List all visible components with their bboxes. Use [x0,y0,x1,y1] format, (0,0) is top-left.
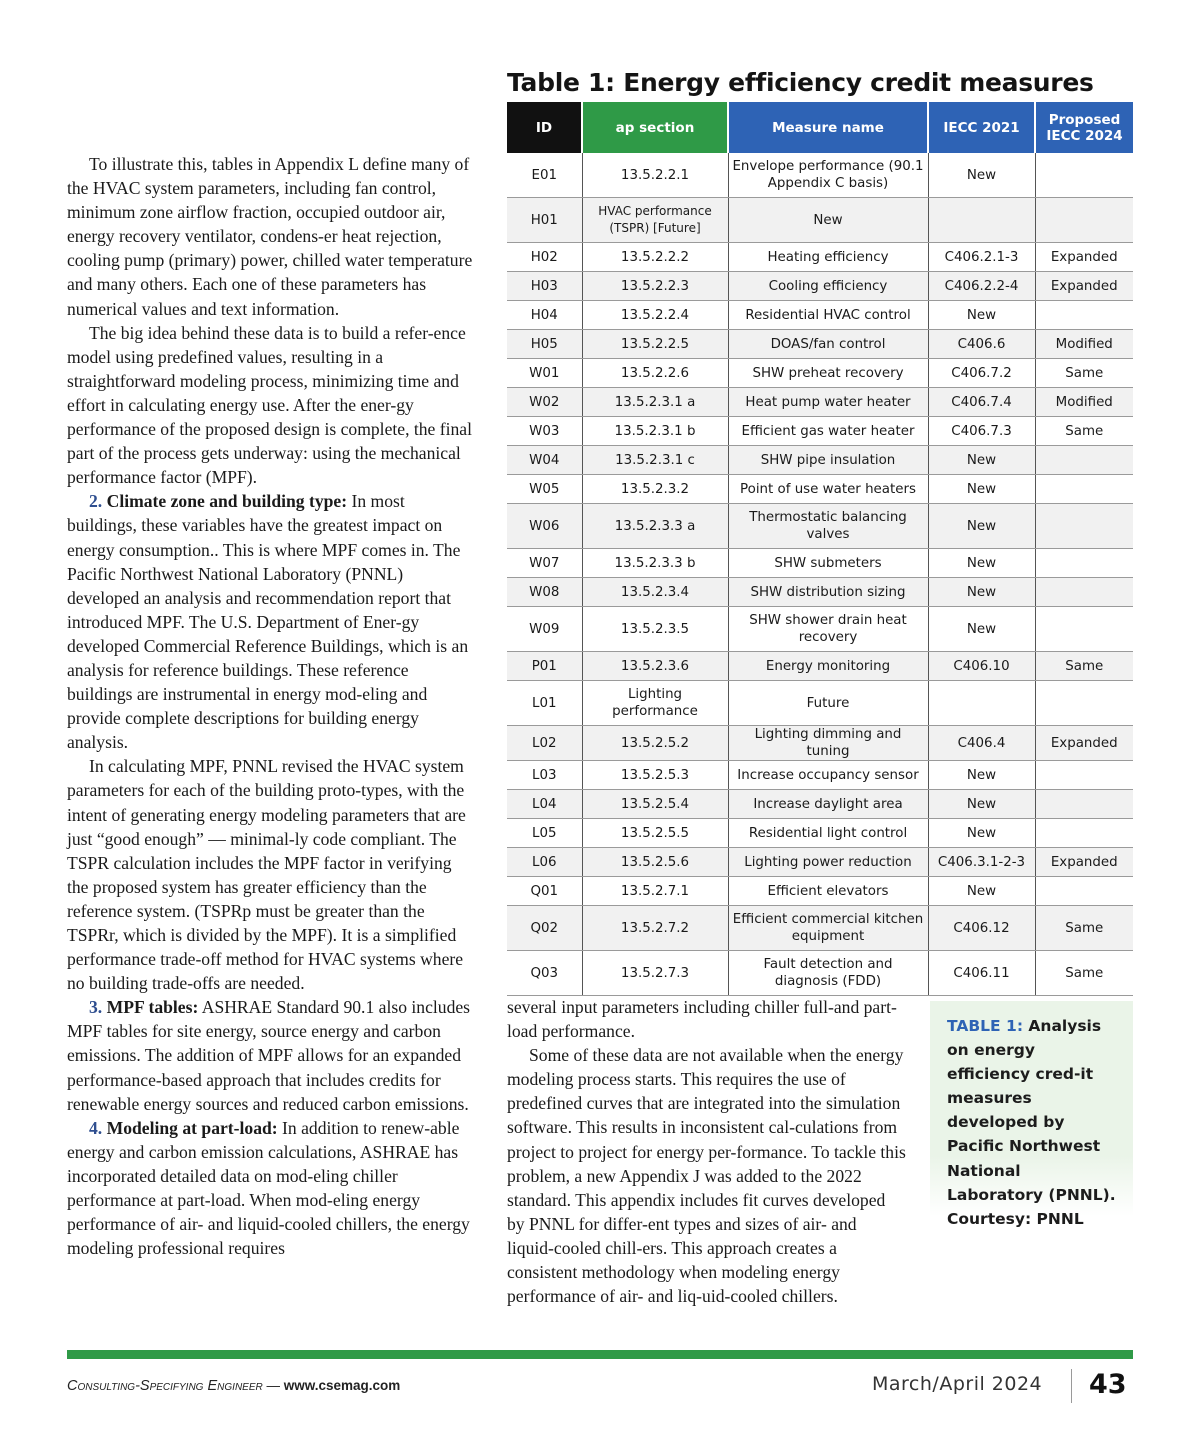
cell-ap-section: 13.5.2.7.1 [582,877,728,906]
cell-iecc-2021: C406.3.1-2-3 [928,848,1035,877]
paragraph: In calculating MPF, PNNL revised the HVAC system parameters for each of the building proto-types, with the intent of generating energy modeling parameters that are just “good enough” — minimal-ly code compliant. The TSPR calculation includes the MPF factor in verifying the proposed system has greater efficiency than the reference system. (TSPRp must be greater than the TSPRr, which is divided by the MPF). It is a simplified performance trade-off method for HVAC systems where no building trade-offs are needed. [67,756,466,994]
footer-rule [67,1350,1133,1359]
cell-id: L04 [507,790,582,819]
cell-measure-name: Point of use water heaters [728,475,928,504]
table-row [507,819,1133,848]
middle-text-column [507,995,907,1308]
cell-iecc-2021: New [928,475,1035,504]
cell-measure-name: SHW submeters [728,549,928,578]
cell-measure-name: Efficient elevators [728,877,928,906]
cell-iecc-2021: C406.12 [928,906,1035,951]
cell-ap-section: 13.5.2.5.4 [582,790,728,819]
table-caption [930,1001,1133,1228]
cell-ap-section: 13.5.2.3.2 [582,475,728,504]
cell-id: W07 [507,549,582,578]
cell-id: H02 [507,243,582,272]
table-row [507,243,1133,272]
cell-iecc-2021: C406.2.1-3 [928,243,1035,272]
cell-proposed-iecc-2024: Same [1035,359,1133,388]
table-row [507,681,1133,726]
cell-measure-name: New [728,198,928,243]
cell-id: H05 [507,330,582,359]
cell-proposed-iecc-2024 [1035,504,1133,549]
column-header-iecc-2021: IECC 2021 [928,102,1035,153]
cell-proposed-iecc-2024 [1035,819,1133,848]
table-row [507,153,1133,198]
cell-iecc-2021: C406.2.2-4 [928,272,1035,301]
table-row [507,848,1133,877]
cell-ap-section: 13.5.2.2.6 [582,359,728,388]
cell-measure-name: SHW pipe insulation [728,446,928,475]
cell-iecc-2021: C406.7.2 [928,359,1035,388]
cell-iecc-2021: New [928,301,1035,330]
cell-proposed-iecc-2024: Modified [1035,330,1133,359]
cell-iecc-2021: New [928,446,1035,475]
cell-id: Q03 [507,951,582,996]
cell-measure-name: Cooling efficiency [728,272,928,301]
footer-separator: — [262,1378,284,1393]
cell-iecc-2021 [928,681,1035,726]
table-row [507,790,1133,819]
cell-measure-name: Lighting power reduction [728,848,928,877]
left-text-column [67,152,477,1260]
cell-id: H03 [507,272,582,301]
column-header-proposed-iecc-2024: Proposed IECC 2024 [1035,102,1133,153]
paragraph: Some of these data are not available when the energy modeling process starts. This requires the use of predefined curves that are integrated into the simulation software. This results in inconsistent cal-culations from project to project for energy per-formance. To tackle this problem, a new Appendix J was added to the 2022 standard. This appendix includes fit curves developed by PNNL for differ-ent types and sizes of air- and liquid-cooled chill-ers. This approach creates a consistent methodology when modeling energy performance of air- and liq-uid-cooled chillers. [507,1045,906,1307]
cell-id: W08 [507,578,582,607]
cell-proposed-iecc-2024 [1035,301,1133,330]
cell-proposed-iecc-2024 [1035,549,1133,578]
cell-iecc-2021: C406.10 [928,652,1035,681]
table-row [507,761,1133,790]
cell-proposed-iecc-2024 [1035,198,1133,243]
measures-table [507,102,1133,996]
cell-ap-section: HVAC performance (TSPR) [Future] [582,198,728,243]
item-number: 3. [89,997,103,1018]
cell-measure-name: Envelope performance (90.1 Appendix C basis) [728,153,928,198]
cell-measure-name: Efficient gas water heater [728,417,928,446]
cell-iecc-2021: C406.7.3 [928,417,1035,446]
cell-iecc-2021: New [928,549,1035,578]
cell-ap-section: 13.5.2.2.3 [582,272,728,301]
table-row [507,578,1133,607]
paragraph [67,489,477,754]
publication-url[interactable]: www.csemag.com [283,1378,401,1393]
page-number: 43 [1089,1369,1127,1400]
cell-proposed-iecc-2024 [1035,153,1133,198]
cell-proposed-iecc-2024 [1035,446,1133,475]
cell-ap-section: 13.5.2.2.2 [582,243,728,272]
table-row [507,726,1133,761]
paragraph [67,1116,477,1261]
item-number: 2. [89,491,103,512]
footer-publication [67,1378,400,1394]
cell-iecc-2021: C406.11 [928,951,1035,996]
table-row [507,877,1133,906]
paragraph: several input parameters including chiller full-and part-load performance. [507,997,897,1042]
cell-ap-section: 13.5.2.3.3 a [582,504,728,549]
cell-iecc-2021: C406.7.4 [928,388,1035,417]
cell-proposed-iecc-2024 [1035,475,1133,504]
table-row [507,951,1133,996]
cell-ap-section: 13.5.2.3.1 c [582,446,728,475]
table-title: Table 1: Energy efficiency credit measures [507,68,1094,97]
cell-iecc-2021: New [928,819,1035,848]
cell-measure-name: Energy monitoring [728,652,928,681]
cell-iecc-2021: New [928,607,1035,652]
paragraph: To illustrate this, tables in Appendix L define many of the HVAC system parameters, including fan control, minimum zone airflow fraction, occupied outdoor air, energy recovery ventilator, condens-er heat rejection, cooling pump (primary) power, chilled water temperature and many others. Each one of these parameters has numerical values and text information. [67,154,473,319]
cell-proposed-iecc-2024: Same [1035,652,1133,681]
cell-id: H04 [507,301,582,330]
table-row [507,652,1133,681]
cell-id: E01 [507,153,582,198]
cell-ap-section: Lighting performance [582,681,728,726]
column-header-measure-name: Measure name [728,102,928,153]
run-in-heading: Climate zone and building type: [106,491,348,512]
caption-text: Analysis on energy efficiency cred-it measures developed by Pacific Northwest National Laboratory (PNNL). Courtesy: PNNL [947,1017,1116,1228]
cell-ap-section: 13.5.2.3.6 [582,652,728,681]
paragraph [67,995,477,1115]
cell-measure-name: SHW preheat recovery [728,359,928,388]
cell-ap-section: 13.5.2.7.2 [582,906,728,951]
cell-measure-name: Future [728,681,928,726]
table-row [507,446,1133,475]
cell-measure-name: Fault detection and diagnosis (FDD) [728,951,928,996]
table-row [507,330,1133,359]
table-row [507,504,1133,549]
cell-id: L05 [507,819,582,848]
item-number: 4. [89,1117,103,1138]
cell-ap-section: 13.5.2.3.3 b [582,549,728,578]
cell-proposed-iecc-2024: Modified [1035,388,1133,417]
cell-id: Q01 [507,877,582,906]
cell-proposed-iecc-2024: Expanded [1035,243,1133,272]
table-header-row [507,102,1133,153]
table-body [507,153,1133,996]
table-row [507,301,1133,330]
cell-ap-section: 13.5.2.3.1 a [582,388,728,417]
paragraph-text: ASHRAE Standard 90.1 also includes MPF tables for site energy, source energy and carbon emissions. The addition of MPF allows for an expanded performance-based approach that includes credits for renewable energy sources and reduced carbon emissions. [67,997,471,1114]
cell-ap-section: 13.5.2.3.5 [582,607,728,652]
cell-ap-section: 13.5.2.5.3 [582,761,728,790]
cell-iecc-2021: New [928,790,1035,819]
cell-proposed-iecc-2024: Same [1035,951,1133,996]
cell-measure-name: Increase occupancy sensor [728,761,928,790]
cell-ap-section: 13.5.2.5.5 [582,819,728,848]
cell-ap-section: 13.5.2.3.1 b [582,417,728,446]
paragraph-text: In most buildings, these variables have the greatest impact on energy consumption.. This is where MPF comes in. The Pacific Northwest National Laboratory (PNNL) developed an analysis and recommendation report that introduced MPF. The U.S. Department of Ener-gy developed Commercial Reference Buildings, which is an analysis for reference buildings. These reference buildings are instrumental in energy mod-eling and provide complete descriptions for building energy analysis. [67,491,469,753]
cell-measure-name: Heat pump water heater [728,388,928,417]
paragraph: The big idea behind these data is to build a refer-ence model using predefined values, resulting in a straightforward modeling process, minimizing time and effort in calculating energy use. After the ener-gy performance of the proposed design is complete, the final part of the process gets underway: using the mechanical performance factor (MPF). [67,322,473,488]
cell-proposed-iecc-2024: Expanded [1035,272,1133,301]
cell-ap-section: 13.5.2.7.3 [582,951,728,996]
column-header-ap-section: ap section [582,102,728,153]
cell-id: W09 [507,607,582,652]
cell-proposed-iecc-2024 [1035,607,1133,652]
cell-proposed-iecc-2024 [1035,578,1133,607]
cell-ap-section: 13.5.2.2.1 [582,153,728,198]
paragraph-text: In addition to renew-able energy and carbon emission calculations, ASHRAE has incorporated detailed data on mod-eling chiller performance at part-load. When mod-eling energy performance of air- and liquid-cooled chillers, the energy modeling professional requires [67,1117,470,1259]
cell-proposed-iecc-2024 [1035,790,1133,819]
caption-label: TABLE 1: [947,1017,1024,1035]
cell-iecc-2021: New [928,578,1035,607]
cell-id: W06 [507,504,582,549]
run-in-heading: Modeling at part-load: [106,1117,278,1138]
table-row [507,906,1133,951]
cell-iecc-2021: C406.6 [928,330,1035,359]
cell-iecc-2021: New [928,761,1035,790]
cell-measure-name: Thermostatic balancing valves [728,504,928,549]
table-row [507,475,1133,504]
cell-proposed-iecc-2024: Expanded [1035,848,1133,877]
cell-iecc-2021: New [928,153,1035,198]
table-row [507,359,1133,388]
cell-proposed-iecc-2024: Same [1035,417,1133,446]
cell-id: Q02 [507,906,582,951]
cell-id: L02 [507,726,582,761]
run-in-heading: MPF tables: [106,997,199,1018]
cell-id: L01 [507,681,582,726]
cell-id: L03 [507,761,582,790]
table-row [507,272,1133,301]
cell-id: W01 [507,359,582,388]
cell-id: L06 [507,848,582,877]
table-row [507,417,1133,446]
cell-iecc-2021: New [928,877,1035,906]
cell-id: H01 [507,198,582,243]
cell-iecc-2021: New [928,504,1035,549]
footer-divider [1071,1369,1072,1403]
cell-measure-name: SHW distribution sizing [728,578,928,607]
cell-id: W05 [507,475,582,504]
cell-measure-name: Heating efficiency [728,243,928,272]
cell-proposed-iecc-2024 [1035,681,1133,726]
cell-iecc-2021: C406.4 [928,726,1035,761]
cell-proposed-iecc-2024 [1035,761,1133,790]
cell-measure-name: Residential HVAC control [728,301,928,330]
cell-proposed-iecc-2024: Same [1035,906,1133,951]
column-header-id: ID [507,102,582,153]
cell-id: W04 [507,446,582,475]
cell-id: W02 [507,388,582,417]
cell-measure-name: Lighting dimming and tuning [728,726,928,761]
table-row [507,198,1133,243]
issue-date: March/April 2024 [872,1373,1043,1395]
cell-proposed-iecc-2024: Expanded [1035,726,1133,761]
cell-ap-section: 13.5.2.2.5 [582,330,728,359]
cell-measure-name: Increase daylight area [728,790,928,819]
cell-ap-section: 13.5.2.2.4 [582,301,728,330]
cell-ap-section: 13.5.2.5.6 [582,848,728,877]
table-row [507,549,1133,578]
cell-id: W03 [507,417,582,446]
publication-name: Consulting-Specifying Engineer [67,1378,263,1394]
cell-iecc-2021 [928,198,1035,243]
table-row [507,607,1133,652]
cell-proposed-iecc-2024 [1035,877,1133,906]
cell-id: P01 [507,652,582,681]
cell-ap-section: 13.5.2.3.4 [582,578,728,607]
table-row [507,388,1133,417]
cell-ap-section: 13.5.2.5.2 [582,726,728,761]
cell-measure-name: DOAS/fan control [728,330,928,359]
cell-measure-name: SHW shower drain heat recovery [728,607,928,652]
cell-measure-name: Residential light control [728,819,928,848]
cell-measure-name: Efficient commercial kitchen equipment [728,906,928,951]
